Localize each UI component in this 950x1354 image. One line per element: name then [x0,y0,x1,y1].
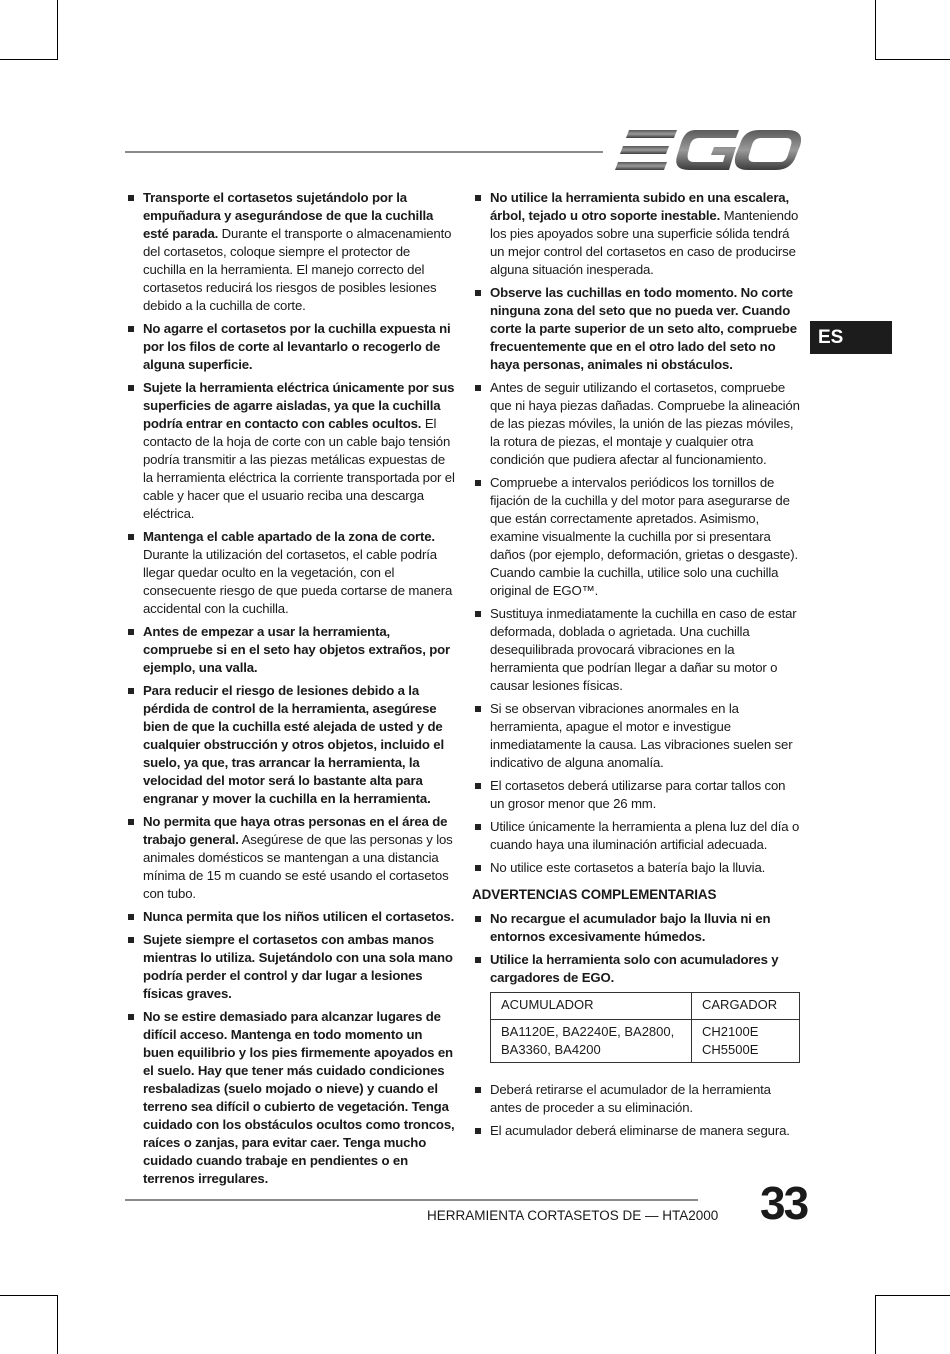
item-bold-text: Utilice la herramienta solo con acumuladores y cargadores de EGO. [490,952,779,985]
square-bullet-icon [475,706,481,712]
crop-mark [875,1295,876,1354]
language-tab: ES [810,321,892,354]
table-cell: CH2100E CH5500E [692,1020,800,1063]
item-text: Durante el transporte o almacenamiento del cortasetos, coloque siempre el protector de cuchilla en la herramienta. El manejo correcto del cortasetos reducirá los riesgos de posibles lesiones debido a la cuchilla de corte. [143,226,452,313]
item-bold-text: Antes de empezar a usar la herramienta, compruebe si en el seto hay objetos extraños, por ejemplo, una valla. [143,624,451,675]
ego-logo [615,128,801,172]
right-safety-list [472,189,802,877]
square-bullet-icon [475,824,481,830]
list-item [472,910,802,946]
table-cell: BA1120E, BA2240E, BA2800, BA3360, BA4200 [491,1020,692,1063]
list-item [125,320,455,374]
crop-mark [57,1295,58,1354]
square-bullet-icon [475,783,481,789]
item-text: El acumulador deberá eliminarse de manera segura. [490,1123,790,1138]
header-rule [125,151,603,153]
square-bullet-icon [128,385,134,391]
item-text: Sustituya inmediatamente la cuchilla en caso de estar deformada, doblada o agrietada. Una cuchilla desequilibrada provocará vibraciones en la herramienta que podrían llegar a dañar su motor o causar lesiones físicas. [490,606,797,693]
table-header-cell: CARGADOR [692,993,800,1020]
list-item [472,777,802,813]
list-item [472,951,802,987]
list-item [125,623,455,677]
closing-list [472,1081,802,1140]
item-bold-text: Sujete la herramienta eléctrica únicamente por sus superficies de agarre aisladas, ya que la cuchilla podría entrar en contacto con cables ocultos. [143,380,455,431]
item-bold-text: No se estire demasiado para alcanzar lugares de difícil acceso. Mantenga en todo momento un buen equilibrio y los pies firmemente apoyados en el suelo. Hay que tener más cuidado condiciones resbaladizas (suelo mojado o nieve) y cuando el terreno sea difícil o cubierto de vegetación. Tenga cuidado con los obstáculos ocultos como troncos, raíces o zanjas, para evitar caer. Tenga mucho cuidado cuando trabaje en pendientes o en terrenos irregulares. [143,1009,455,1186]
item-bold-text: Observe las cuchillas en todo momento. No corte ninguna zona del seto que no pueda ver. Cuando corte la parte superior de un seto alto, compruebe frecuentemente que en el otro lado del seto no haya personas, animales ni obstáculos. [490,285,797,372]
list-item [472,474,802,600]
list-item [472,1122,802,1140]
item-bold-text: No recargue el acumulador bajo la lluvia ni en entornos excesivamente húmedos. [490,911,771,944]
square-bullet-icon [475,957,481,963]
square-bullet-icon [475,385,481,391]
crop-mark [875,1295,950,1296]
item-text: El cortasetos deberá utilizarse para cortar tallos con un grosor menor que 26 mm. [490,778,786,811]
list-item [472,818,802,854]
list-item [125,528,455,618]
list-item [125,813,455,903]
square-bullet-icon [128,819,134,825]
list-item [472,859,802,877]
list-item [125,379,455,523]
crop-mark [0,59,58,60]
item-text: Asegúrese de que las personas y los animales domésticos se mantengan a una distancia mínima de 15 m cuando se esté usando el cortasetos con tubo. [143,832,453,901]
list-item [125,908,455,926]
list-item [472,189,802,279]
item-text: Utilice únicamente la herramienta a plena luz del día o cuando haya una iluminación artificial adecuada. [490,819,800,852]
crop-mark [0,1295,58,1296]
item-text: Durante la utilización del cortasetos, el cable podría llegar quedar oculto en la vegetación, con el consecuente riesgo de que pueda cortarse de manera accidental con la cuchilla. [143,547,453,616]
item-text: Deberá retirarse el acumulador de la herramienta antes de proceder a su eliminación. [490,1082,771,1115]
table-header-row [491,993,800,1020]
square-bullet-icon [475,290,481,296]
list-item [125,931,455,1003]
item-text: Compruebe a intervalos periódicos los tornillos de fijación de la cuchilla y del motor para asegurarse de que están correctamente apretados. Asimismo, examine visualmente la cuchilla por si presentara daños (por ejemplo, deformación, grietas o desgaste). Cuando cambie la cuchilla, utilice solo una cuchilla original de EGO™. [490,475,798,598]
square-bullet-icon [128,534,134,540]
item-text: El contacto de la hoja de corte con un cable bajo tensión podría transmitir a las piezas metálicas expuestas de la herramienta eléctrica la corriente transportada por el cable y hacer que el usuario reciba una descarga eléctrica. [143,416,455,521]
item-bold-text: Mantenga el cable apartado de la zona de corte. [143,529,435,544]
crop-mark [875,0,876,60]
list-item [472,700,802,772]
table-header-cell: ACUMULADOR [491,993,692,1020]
item-bold-text: Sujete siempre el cortasetos con ambas manos mientras lo utiliza. Sujetándolo con una sola mano podría perder el control y dar lugar a lesiones físicas graves. [143,932,453,1001]
square-bullet-icon [475,865,481,871]
square-bullet-icon [475,480,481,486]
square-bullet-icon [128,195,134,201]
square-bullet-icon [475,1087,481,1093]
page-number: 33 [760,1177,808,1229]
square-bullet-icon [128,937,134,943]
item-bold-text: No permita que haya otras personas en el área de trabajo general. [143,814,448,847]
item-bold-text: Nunca permita que los niños utilicen el cortasetos. [143,909,455,924]
list-item [472,379,802,469]
square-bullet-icon [128,629,134,635]
footer-title: HERRAMIENTA CORTASETOS DE — HTA2000 [427,1208,719,1223]
crop-mark [57,0,58,60]
square-bullet-icon [128,914,134,920]
crop-mark [875,59,950,60]
square-bullet-icon [128,1014,134,1020]
item-bold-text: Transporte el cortasetos sujetándolo por la empuñadura y asegurándose de que la cuchilla esté parada. [143,190,434,241]
list-item [472,1081,802,1117]
list-item [125,1008,455,1188]
square-bullet-icon [475,916,481,922]
footer-rule [125,1199,698,1201]
square-bullet-icon [475,1128,481,1134]
square-bullet-icon [128,688,134,694]
item-text: Si se observan vibraciones anormales en la herramienta, apague el motor e investigue inmediatamente la causa. Las vibraciones suelen ser indicativo de alguna anomalía. [490,701,793,770]
item-text: Antes de seguir utilizando el cortasetos, compruebe que ni haya piezas dañadas. Compruebe la alineación de las piezas móviles, la unión de las piezas móviles, la rotura de piezas, el montaje y cualquier otra condición que pudiera afectar al funcionamiento. [490,380,800,467]
square-bullet-icon [475,611,481,617]
list-item [472,284,802,374]
item-bold-text: Para reducir el riesgo de lesiones debido a la pérdida de control de la herramienta, asegúrese bien de que la cuchilla esté alejada de usted y de cualquier obstrucción y otros objetos, incluido el suelo, ya que, tras arrancar la herramienta, la velocidad del motor será lo bastante alta para engranar y mover la cuchilla en la herramienta. [143,683,444,806]
table-row [491,1020,800,1063]
square-bullet-icon [475,195,481,201]
list-item [125,189,455,315]
list-item [125,682,455,808]
item-text: No utilice este cortasetos a batería bajo la lluvia. [490,860,766,875]
battery-charger-table [490,992,800,1063]
left-safety-list [125,189,455,1188]
item-text: Manteniendo los pies apoyados sobre una superficie sólida tendrá un mejor control del cortasetos en caso de producirse alguna situación inesperada. [490,208,799,277]
right-column [472,189,802,1145]
left-column [125,189,455,1193]
item-bold-text: No agarre el cortasetos por la cuchilla expuesta ni por los filos de corte al levantarlo o recogerlo de alguna superficie. [143,321,451,372]
section-heading: ADVERTENCIAS COMPLEMENTARIAS [472,887,717,902]
additional-warnings-list [472,910,802,987]
square-bullet-icon [128,326,134,332]
list-item [472,605,802,695]
item-bold-text: No utilice la herramienta subido en una escalera, árbol, tejado u otro soporte inestable. [490,190,789,223]
